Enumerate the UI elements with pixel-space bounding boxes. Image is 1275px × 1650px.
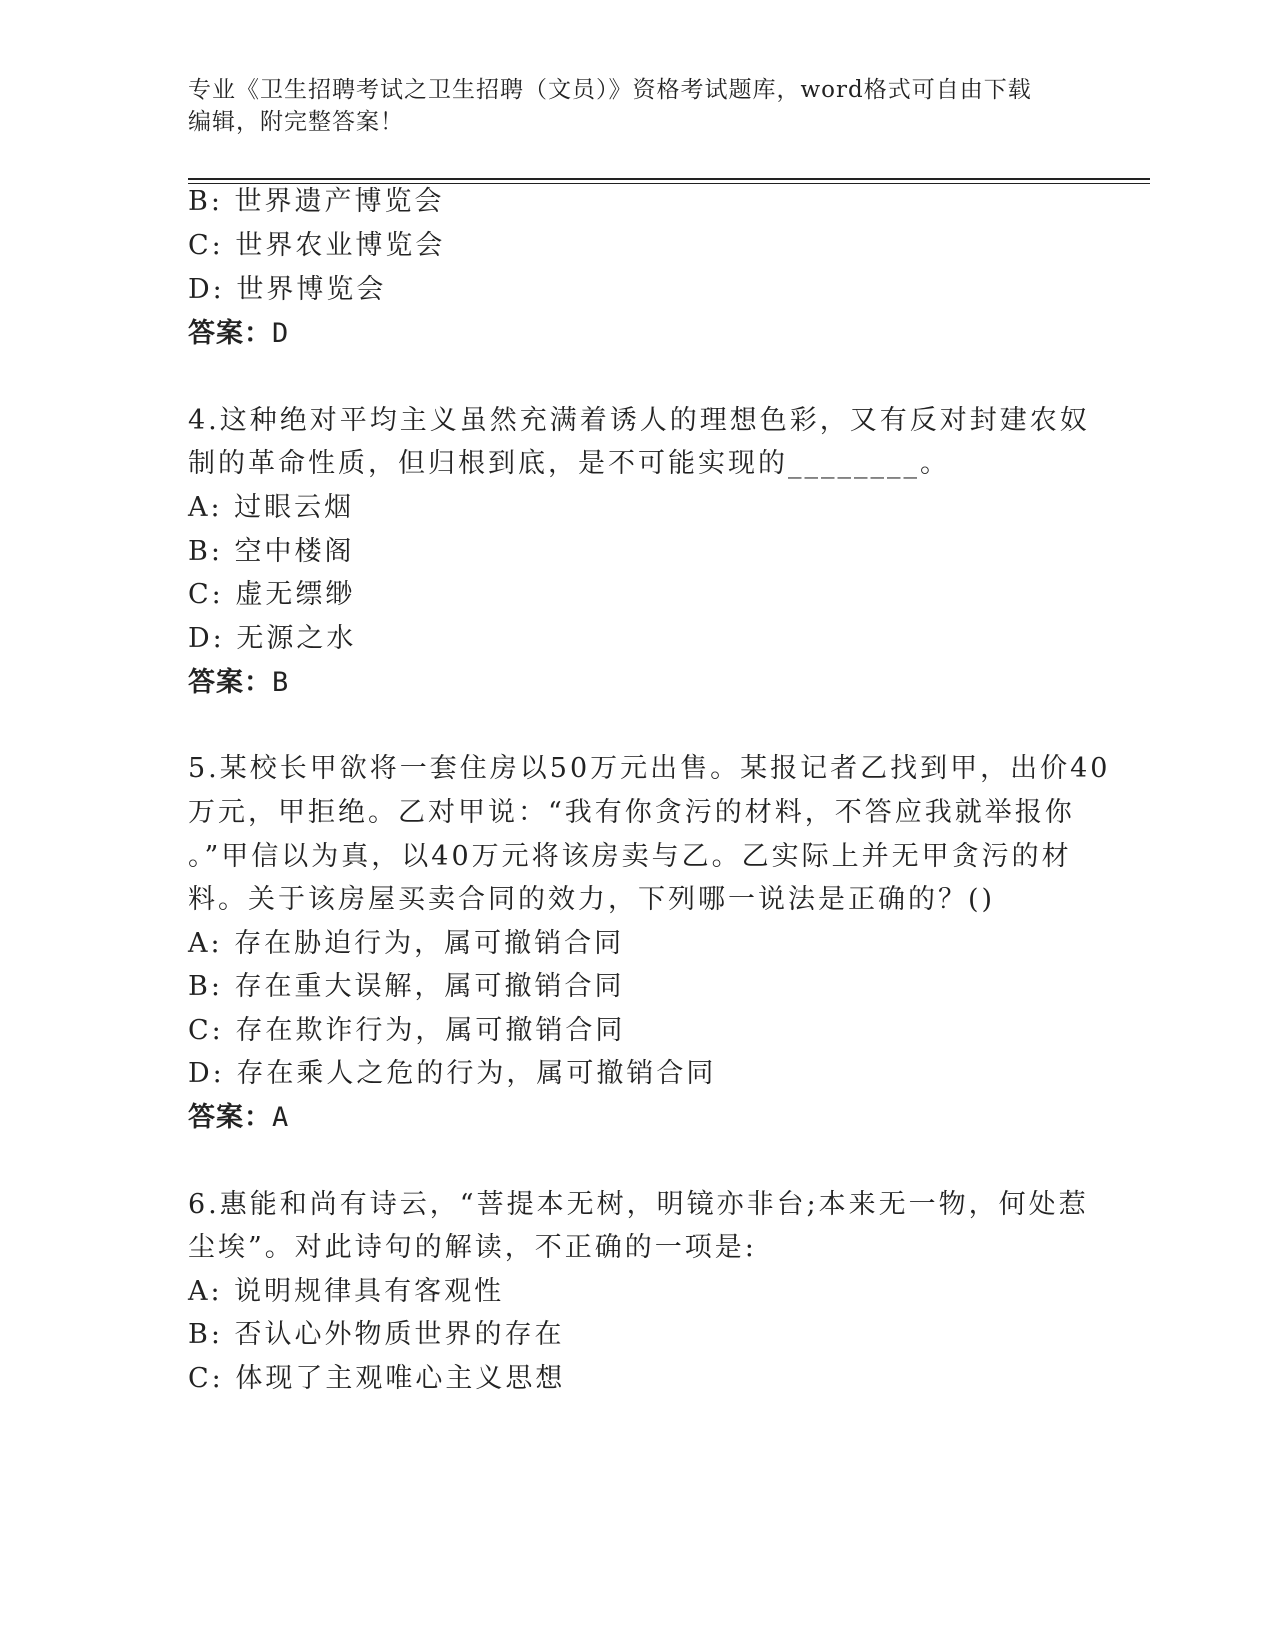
q4-option-d: D: 无源之水 (188, 623, 357, 654)
header-line-1: 专业《卫生招聘考试之卫生招聘（文员）》资格考试题库，word格式可自由下载 (188, 77, 1032, 103)
header-line-2: 编辑，附完整答案！ (188, 109, 404, 135)
q5-stem-line-3: 。”甲信以为真，以40万元将该房卖与乙。乙实际上并无甲贪污的材 (188, 841, 1072, 872)
q6-stem-line-1: 6.惠能和尚有诗云，“菩提本无树，明镜亦非台;本来无一物，何处惹 (188, 1189, 1089, 1220)
q4-stem-line-1: 4.这种绝对平均主义虽然充满着诱人的理想色彩，又有反对封建农奴 (188, 405, 1090, 436)
answer-label: 答案： (188, 1102, 272, 1133)
q5-stem-line-1: 5.某校长甲欲将一套住房以50万元出售。某报记者乙找到甲，出价40 (188, 753, 1111, 784)
q4-stem-line-2: 制的革命性质，但归根到底，是不可能实现的________。 (188, 448, 950, 479)
q5-option-a: A: 存在胁迫行为，属可撤销合同 (188, 928, 625, 959)
q5-option-d: D: 存在乘人之危的行为，属可撤销合同 (188, 1058, 717, 1089)
q5-option-c: C: 存在欺诈行为，属可撤销合同 (188, 1015, 626, 1046)
q6-option-b: B: 否认心外物质世界的存在 (188, 1319, 565, 1350)
q5-stem-line-2: 万元，甲拒绝。乙对甲说：“我有你贪污的材料，不答应我就举报你 (188, 797, 1075, 828)
q3-answer (188, 317, 289, 351)
q4-option-c: C: 虚无缥缈 (188, 579, 356, 610)
answer-label: 答案： (188, 667, 272, 698)
header-divider (188, 178, 1150, 180)
q5-stem-line-4: 料。关于该房屋买卖合同的效力，下列哪一说法是正确的？() (188, 884, 996, 915)
q4-answer (188, 666, 289, 700)
answer-label: 答案： (188, 318, 272, 349)
document-header (188, 74, 1088, 138)
q4-option-b: B: 空中楼阁 (188, 536, 355, 567)
answer-value: B (272, 667, 290, 698)
q3-option-c: C: 世界农业博览会 (188, 230, 446, 261)
q5-option-b: B: 存在重大误解，属可撤销合同 (188, 971, 625, 1002)
q6-stem-line-2: 尘埃”。对此诗句的解读，不正确的一项是: (188, 1232, 757, 1263)
q6-option-c: C: 体现了主观唯心主义思想 (188, 1363, 566, 1394)
q6-option-a: A: 说明规律具有客观性 (188, 1276, 505, 1307)
answer-value: A (272, 1102, 290, 1133)
q5-answer (188, 1101, 289, 1135)
q3-option-b: B: 世界遗产博览会 (188, 186, 445, 217)
answer-value: D (272, 318, 290, 349)
q3-option-d: D: 世界博览会 (188, 274, 387, 305)
header-divider-thin (188, 183, 1150, 184)
q4-option-a: A: 过眼云烟 (188, 492, 355, 523)
